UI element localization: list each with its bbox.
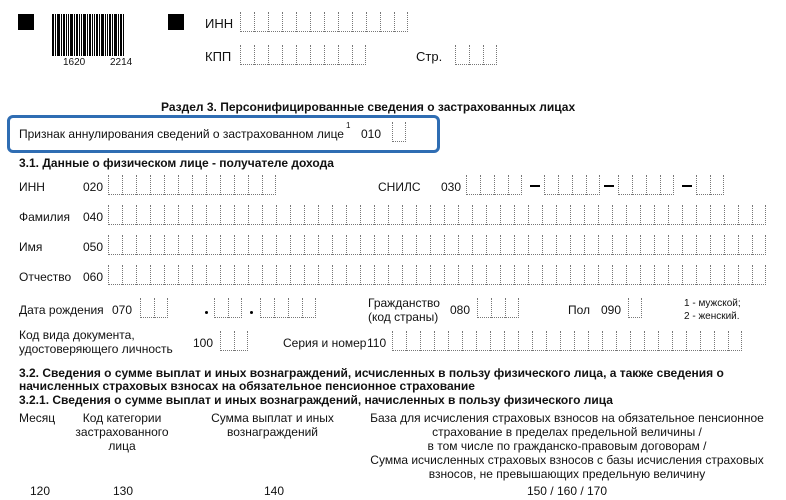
s31-citizenship-code: 080 — [450, 303, 471, 317]
s31-birth-label: Дата рождения — [19, 303, 104, 317]
col-base-header-5: взносов, не превышающих предельную величину — [428, 467, 706, 481]
s31-birth-day-cells[interactable] — [140, 298, 168, 318]
s31-patronymic-label: Отчество — [19, 270, 72, 284]
snils-dash-1 — [530, 185, 540, 187]
s31-doc-cells[interactable] — [220, 331, 248, 351]
s31-citizenship-cells[interactable] — [477, 298, 519, 318]
s31-patronymic-cells[interactable] — [108, 265, 766, 285]
s31-snils-cells-3[interactable] — [618, 175, 674, 195]
birth-separator-2 — [250, 311, 253, 314]
s321-title: 3.2.1. Сведения о сумме выплат и иных вознаграждений, начисленных в пользу физического лица — [19, 393, 613, 407]
s31-gender-option-2: 2 - женский. — [684, 311, 740, 322]
s31-gender-option-1: 1 - мужской; — [684, 298, 741, 309]
s31-inn-code: 020 — [83, 180, 104, 194]
col-category-header-2: застрахованного — [75, 425, 169, 439]
col-category-header-1: Код категории — [82, 411, 162, 425]
s31-birth-month-cells[interactable] — [214, 298, 242, 318]
s31-snils-label: СНИЛС — [378, 180, 421, 194]
s31-snils-cells-1[interactable] — [466, 175, 522, 195]
col-sum-header-2: вознаграждений — [226, 425, 319, 439]
s31-doc-code: 100 — [193, 336, 214, 350]
header-kpp-label: КПП — [205, 49, 232, 64]
col-category-header-3: лица — [108, 439, 136, 453]
col-base-header-1: База для исчисления страховых взносов на обязательное пенсионное — [370, 411, 764, 425]
s31-gender-label: Пол — [568, 303, 591, 317]
s31-snils-code: 030 — [441, 180, 462, 194]
col-category-code: 130 — [113, 484, 134, 498]
s31-series-label: Серия и номер — [283, 336, 367, 350]
snils-dash-2 — [604, 185, 614, 187]
snils-dash-3 — [682, 185, 692, 187]
col-base-header-3: в том числе по гражданско-правовым договорам / — [427, 439, 707, 453]
s32-title-line-2: начисленных страховых взносах на обязательное пенсионное страхование — [19, 379, 475, 393]
s31-snils-cells-4[interactable] — [696, 175, 724, 195]
s31-name-code: 050 — [83, 240, 104, 254]
s31-name-cells[interactable] — [108, 235, 766, 255]
col-base-code: 150 / 160 / 170 — [526, 484, 608, 498]
corner-marker-right — [168, 14, 184, 30]
s32-title-line-1: 3.2. Сведения о сумме выплат и иных вознаграждений, исчисленных в пользу физического лица, а также сведения о — [19, 366, 724, 380]
s31-birth-code: 070 — [112, 303, 133, 317]
s31-title: 3.1. Данные о физическом лице - получателе дохода — [19, 156, 334, 170]
s31-birth-year-cells[interactable] — [260, 298, 316, 318]
s31-series-cells[interactable] — [392, 331, 742, 351]
barcode-number-left: 1620 — [63, 57, 86, 68]
col-sum-header-1: Сумма выплат и иных — [211, 411, 334, 425]
header-page-cells[interactable] — [455, 45, 497, 65]
corner-marker-left — [18, 14, 34, 30]
header-inn-cells[interactable] — [240, 12, 408, 32]
col-month-code: 120 — [30, 484, 51, 498]
barcode — [52, 14, 125, 56]
s31-doc-label-1: Код вида документа, — [19, 328, 135, 342]
s31-citizenship-label-2: (код страны) — [368, 310, 439, 324]
s31-gender-code: 090 — [601, 303, 622, 317]
s31-snils-cells-2[interactable] — [544, 175, 600, 195]
barcode-number-right: 2214 — [110, 57, 133, 68]
annulment-label: Признак аннулирования сведений о застрахованном лице — [19, 127, 344, 141]
s31-patronymic-code: 060 — [83, 270, 104, 284]
birth-separator-1 — [205, 311, 208, 314]
header-inn-label: ИНН — [205, 16, 234, 31]
col-month-header: Месяц — [19, 411, 56, 425]
s31-surname-label: Фамилия — [19, 210, 70, 224]
s31-gender-cell[interactable] — [628, 298, 642, 318]
s31-series-code: 110 — [367, 336, 387, 350]
header-kpp-cells[interactable] — [240, 45, 366, 65]
s31-surname-code: 040 — [83, 210, 104, 224]
section-title: Раздел 3. Персонифицированные сведения о застрахованных лицах — [161, 100, 576, 114]
s31-inn-cells[interactable] — [108, 175, 276, 195]
s31-name-label: Имя — [19, 240, 43, 254]
s31-doc-label-2: удостоверяющего личность — [19, 342, 173, 356]
col-base-header-4: Сумма исчисленных страховых взносов с базы исчисления страховых — [370, 453, 764, 467]
col-base-header-2: страхование в пределах предельной величины / — [432, 425, 702, 439]
s31-citizenship-label-1: Гражданство — [368, 296, 440, 310]
annulment-cell[interactable] — [392, 122, 406, 142]
header-page-label: Стр. — [416, 49, 443, 64]
s31-surname-cells[interactable] — [108, 205, 766, 225]
s31-inn-label: ИНН — [19, 180, 45, 194]
annulment-code: 010 — [361, 127, 382, 141]
col-sum-code: 140 — [264, 484, 285, 498]
annulment-footnote: 1 — [346, 121, 351, 130]
